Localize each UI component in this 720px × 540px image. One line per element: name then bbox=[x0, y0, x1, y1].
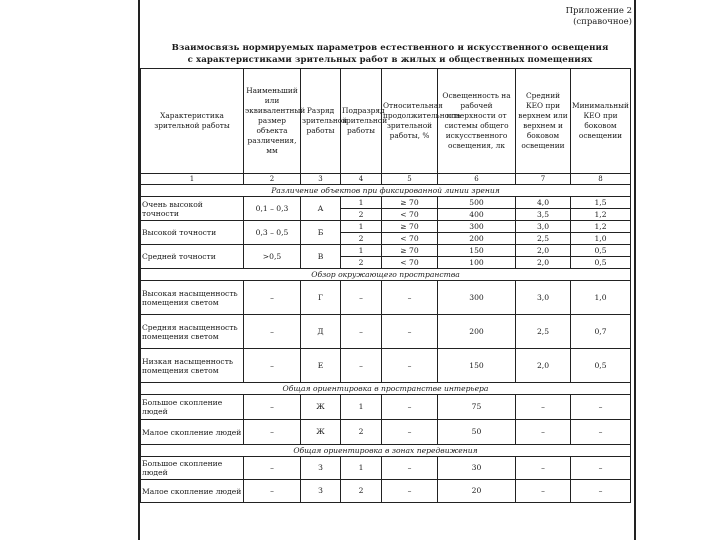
avg-keo: 3,0 bbox=[516, 281, 571, 315]
avg-keo: 2,5 bbox=[516, 315, 571, 349]
header-col-8: Минимальный КЕО при боковом освещении bbox=[571, 69, 631, 174]
min-keo: 0,5 bbox=[571, 349, 631, 383]
col-number: 5 bbox=[382, 174, 438, 185]
avg-keo: – bbox=[516, 395, 571, 420]
title-line-2: с характеристиками зрительных работ в жилых и общественных помещениях bbox=[187, 55, 593, 65]
col-number: 1 bbox=[141, 174, 244, 185]
work-duration: – bbox=[382, 281, 438, 315]
work-category: Ж bbox=[301, 395, 341, 420]
object-size: >0,5 bbox=[244, 245, 301, 269]
title-line-1: Взаимосвязь нормируемых параметров естественного и искусственного освещения bbox=[171, 43, 609, 53]
avg-keo: 3,5 bbox=[516, 209, 571, 221]
avg-keo: 3,0 bbox=[516, 221, 571, 233]
work-duration: < 70 bbox=[382, 257, 438, 269]
col-number: 2 bbox=[244, 174, 301, 185]
work-description: Очень высокой точности bbox=[141, 197, 244, 221]
object-size: – bbox=[244, 349, 301, 383]
col-number: 6 bbox=[438, 174, 516, 185]
work-duration: ≥ 70 bbox=[382, 221, 438, 233]
work-subcategory: 1 bbox=[341, 457, 382, 480]
section-title: Обзор окружающего пространства bbox=[141, 269, 631, 281]
work-duration: – bbox=[382, 420, 438, 445]
table-row bbox=[141, 349, 631, 383]
work-subcategory: 1 bbox=[341, 395, 382, 420]
object-size: – bbox=[244, 315, 301, 349]
avg-keo: – bbox=[516, 420, 571, 445]
avg-keo: 2,5 bbox=[516, 233, 571, 245]
header-col-5: Относительная продолжительность зрительной работы, % bbox=[382, 69, 438, 174]
illuminance-lux: 200 bbox=[438, 315, 516, 349]
object-size: – bbox=[244, 457, 301, 480]
illuminance-lux: 50 bbox=[438, 420, 516, 445]
object-size: 0,1 – 0,3 bbox=[244, 197, 301, 221]
work-subcategory: 2 bbox=[341, 480, 382, 503]
header-row bbox=[141, 69, 631, 174]
illuminance-lux: 30 bbox=[438, 457, 516, 480]
section-title: Общая ориентировка в зонах передвижения bbox=[141, 445, 631, 457]
section-title: Различение объектов при фиксированной линии зрения bbox=[141, 185, 631, 197]
work-duration: < 70 bbox=[382, 233, 438, 245]
section-row bbox=[141, 269, 631, 281]
header-col-3: Разряд зрительной работы bbox=[301, 69, 341, 174]
header-col-1: Характеристика зрительной работы bbox=[141, 69, 244, 174]
work-category: Д bbox=[301, 315, 341, 349]
work-description: Высокой точности bbox=[141, 221, 244, 245]
avg-keo: 2,0 bbox=[516, 257, 571, 269]
object-size: – bbox=[244, 281, 301, 315]
table-row bbox=[141, 315, 631, 349]
work-description: Малое скопление людей bbox=[141, 420, 244, 445]
work-category: З bbox=[301, 457, 341, 480]
object-size: 0,3 – 0,5 bbox=[244, 221, 301, 245]
table-row bbox=[141, 395, 631, 420]
appendix-label bbox=[542, 6, 632, 28]
column-number-row bbox=[141, 174, 631, 185]
work-category: В bbox=[301, 245, 341, 269]
object-size: – bbox=[244, 395, 301, 420]
table-row bbox=[141, 221, 631, 233]
illuminance-lux: 150 bbox=[438, 245, 516, 257]
work-description: Большое скопление людей bbox=[141, 457, 244, 480]
section-row bbox=[141, 383, 631, 395]
min-keo: 1,0 bbox=[571, 233, 631, 245]
work-duration: ≥ 70 bbox=[382, 245, 438, 257]
work-duration: – bbox=[382, 395, 438, 420]
illuminance-lux: 300 bbox=[438, 221, 516, 233]
work-subcategory: 2 bbox=[341, 233, 382, 245]
min-keo: 1,2 bbox=[571, 209, 631, 221]
page-edge-right bbox=[634, 0, 636, 540]
table-row bbox=[141, 281, 631, 315]
table-row bbox=[141, 480, 631, 503]
min-keo: 1,0 bbox=[571, 281, 631, 315]
section-row bbox=[141, 445, 631, 457]
work-subcategory: 2 bbox=[341, 209, 382, 221]
work-description: Средней точности bbox=[141, 245, 244, 269]
header-col-6: Освещенность на рабочей поверхности от системы общего искусственного освещения, лк bbox=[438, 69, 516, 174]
col-number: 8 bbox=[571, 174, 631, 185]
work-subcategory: 2 bbox=[341, 420, 382, 445]
work-description: Средняя насыщенность помещения светом bbox=[141, 315, 244, 349]
work-description: Высокая насыщенность помещения светом bbox=[141, 281, 244, 315]
min-keo: – bbox=[571, 457, 631, 480]
work-subcategory: – bbox=[341, 315, 382, 349]
col-number: 3 bbox=[301, 174, 341, 185]
illuminance-lux: 20 bbox=[438, 480, 516, 503]
document-title bbox=[150, 42, 630, 66]
table-row bbox=[141, 420, 631, 445]
work-subcategory: 1 bbox=[341, 197, 382, 209]
min-keo: – bbox=[571, 480, 631, 503]
work-description: Большое скопление людей bbox=[141, 395, 244, 420]
work-duration: – bbox=[382, 480, 438, 503]
illuminance-lux: 100 bbox=[438, 257, 516, 269]
work-subcategory: 2 bbox=[341, 257, 382, 269]
work-category: Г bbox=[301, 281, 341, 315]
header-col-7: Средний КЕО при верхнем или верхнем и боковом освещении bbox=[516, 69, 571, 174]
avg-keo: – bbox=[516, 480, 571, 503]
header-col-2: Наименьший или эквивалентный размер объекта различения, мм bbox=[244, 69, 301, 174]
appendix-number: Приложение 2 bbox=[565, 6, 632, 16]
illuminance-lux: 150 bbox=[438, 349, 516, 383]
section-title: Общая ориентировка в пространстве интерьера bbox=[141, 383, 631, 395]
avg-keo: 2,0 bbox=[516, 245, 571, 257]
object-size: – bbox=[244, 420, 301, 445]
illuminance-lux: 200 bbox=[438, 233, 516, 245]
appendix-note: (справочное) bbox=[573, 17, 632, 27]
illuminance-lux: 400 bbox=[438, 209, 516, 221]
avg-keo: – bbox=[516, 457, 571, 480]
work-category: А bbox=[301, 197, 341, 221]
min-keo: 1,5 bbox=[571, 197, 631, 209]
object-size: – bbox=[244, 480, 301, 503]
work-subcategory: 1 bbox=[341, 221, 382, 233]
work-subcategory: – bbox=[341, 349, 382, 383]
avg-keo: 2,0 bbox=[516, 349, 571, 383]
col-number: 4 bbox=[341, 174, 382, 185]
lighting-norms-table bbox=[140, 68, 631, 503]
min-keo: 0,5 bbox=[571, 245, 631, 257]
work-duration: ≥ 70 bbox=[382, 197, 438, 209]
work-category: Е bbox=[301, 349, 341, 383]
work-category: Б bbox=[301, 221, 341, 245]
min-keo: 1,2 bbox=[571, 221, 631, 233]
work-subcategory: – bbox=[341, 281, 382, 315]
work-category: З bbox=[301, 480, 341, 503]
work-subcategory: 1 bbox=[341, 245, 382, 257]
table-row bbox=[141, 457, 631, 480]
min-keo: 0,7 bbox=[571, 315, 631, 349]
work-category: Ж bbox=[301, 420, 341, 445]
header-col-4: Подразряд зрительной работы bbox=[341, 69, 382, 174]
work-duration: – bbox=[382, 349, 438, 383]
work-duration: < 70 bbox=[382, 209, 438, 221]
work-duration: – bbox=[382, 457, 438, 480]
section-row bbox=[141, 185, 631, 197]
min-keo: 0,5 bbox=[571, 257, 631, 269]
illuminance-lux: 500 bbox=[438, 197, 516, 209]
table-row bbox=[141, 245, 631, 257]
table-row bbox=[141, 197, 631, 209]
min-keo: – bbox=[571, 395, 631, 420]
work-duration: – bbox=[382, 315, 438, 349]
illuminance-lux: 75 bbox=[438, 395, 516, 420]
min-keo: – bbox=[571, 420, 631, 445]
avg-keo: 4,0 bbox=[516, 197, 571, 209]
illuminance-lux: 300 bbox=[438, 281, 516, 315]
work-description: Низкая насыщенность помещения светом bbox=[141, 349, 244, 383]
work-description: Малое скопление людей bbox=[141, 480, 244, 503]
col-number: 7 bbox=[516, 174, 571, 185]
